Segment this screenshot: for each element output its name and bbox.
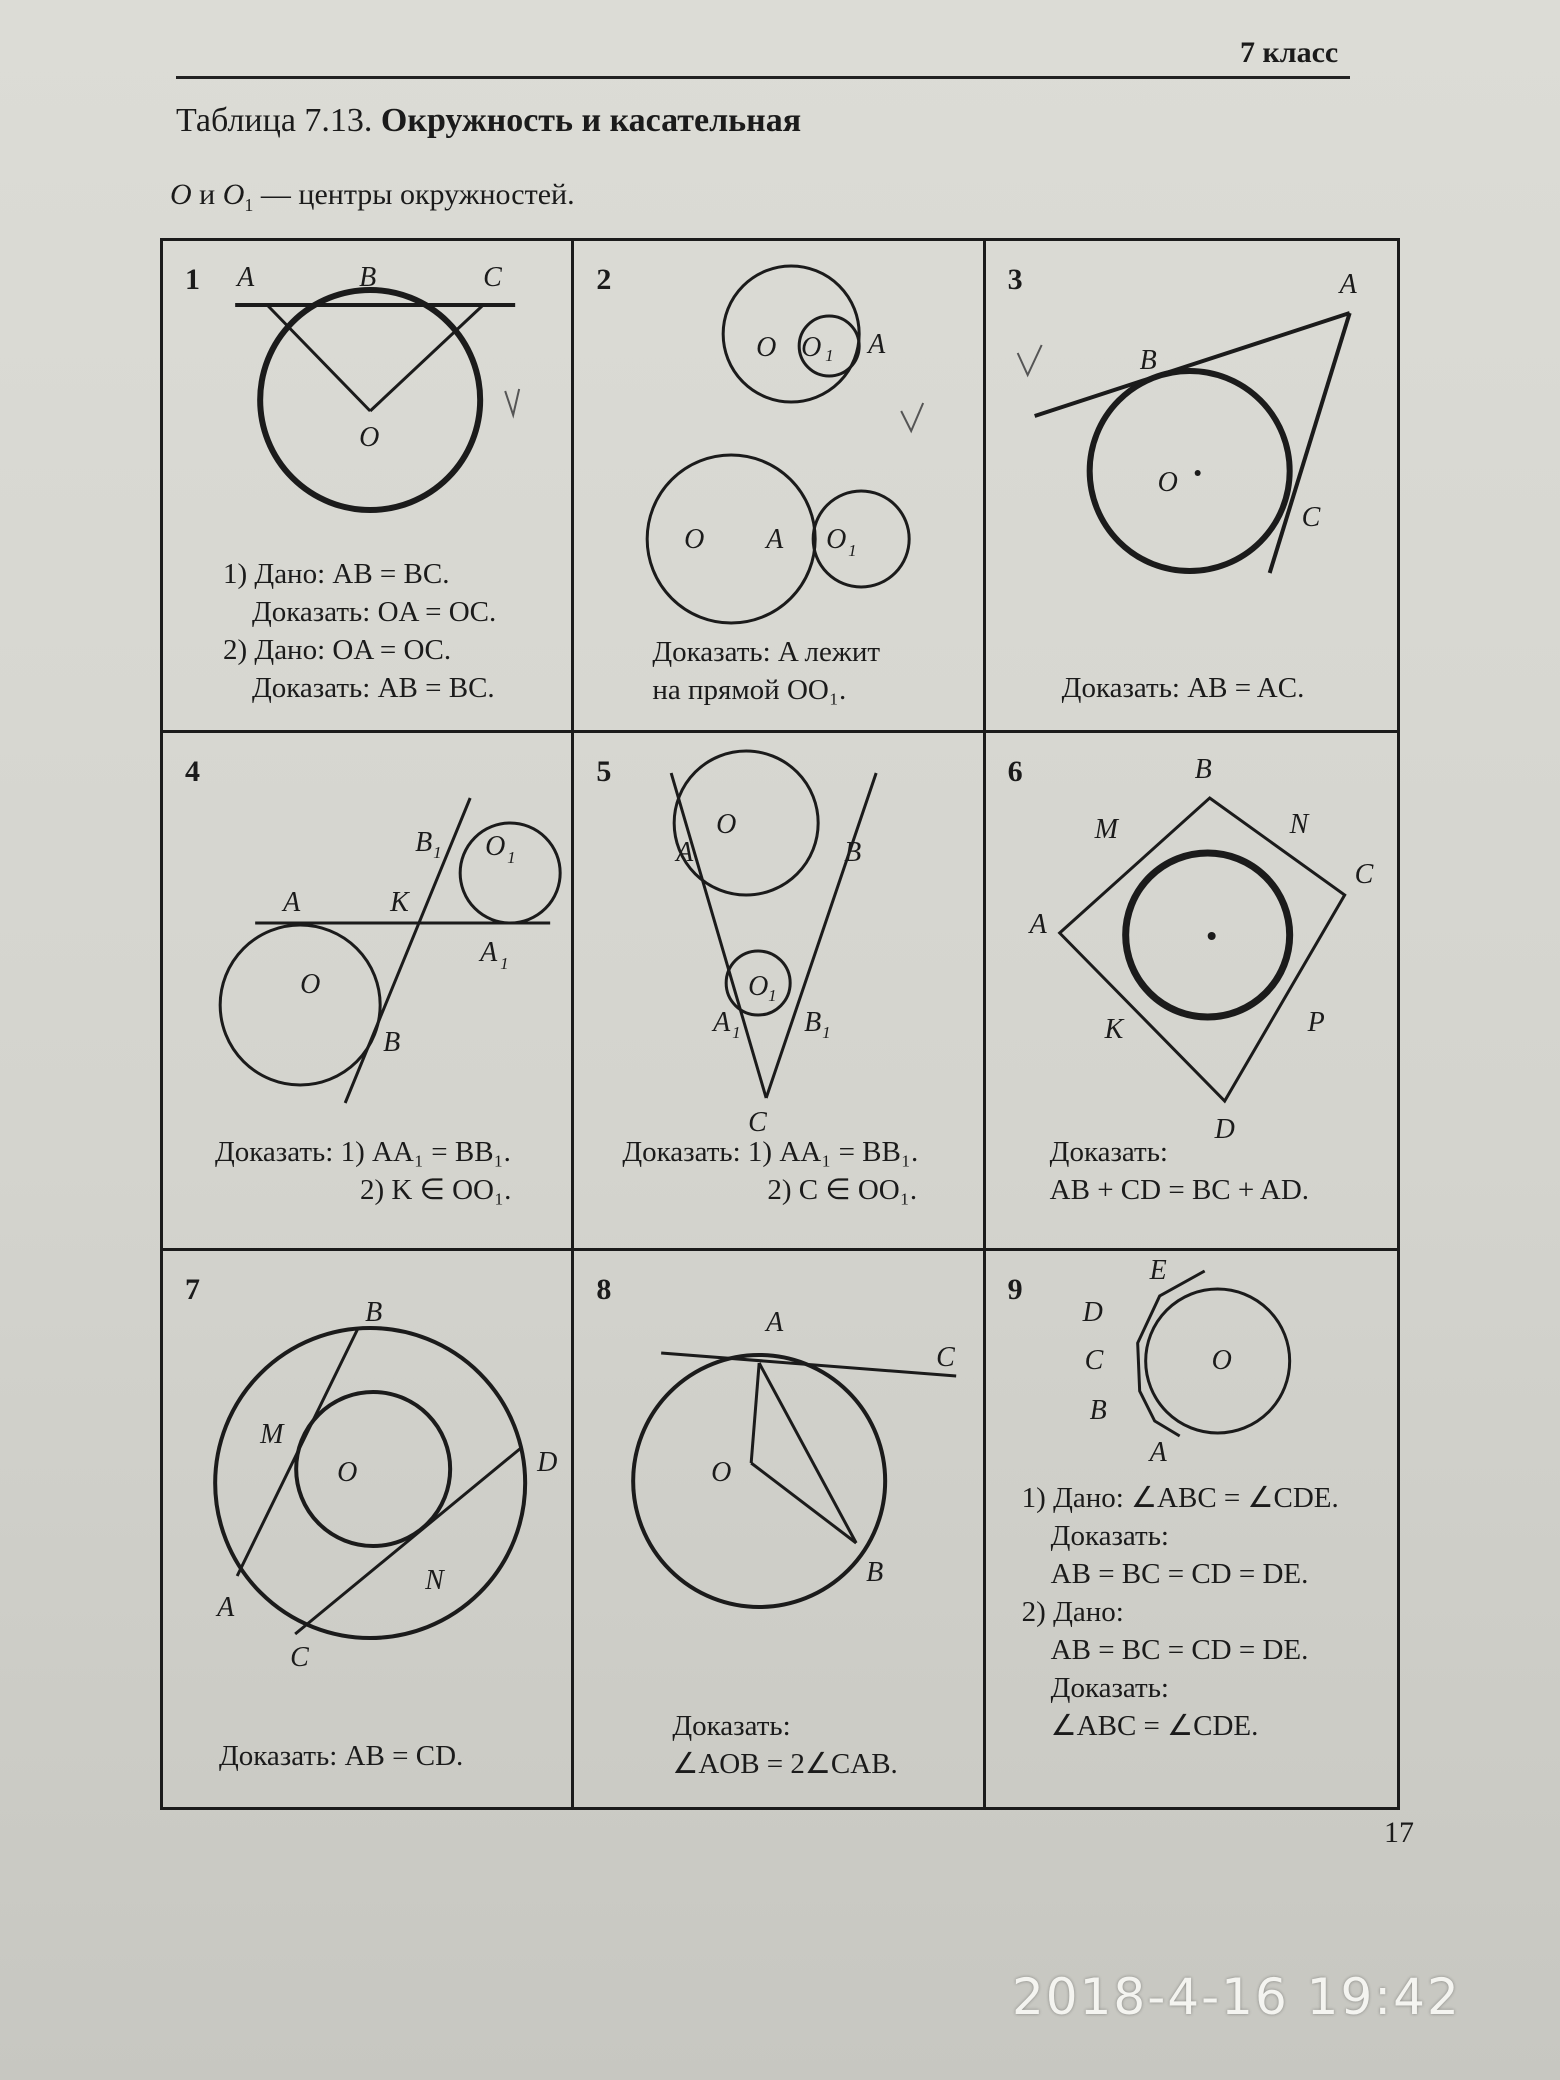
problem-number: 5: [596, 755, 612, 788]
label-a: A: [237, 262, 255, 293]
svg-text:1: 1: [507, 848, 516, 867]
label-o1-bottom: O: [826, 524, 847, 555]
label-c: C: [1354, 859, 1374, 890]
figure-7: [163, 1251, 571, 1807]
problem-number: 9: [1007, 1273, 1023, 1306]
photo-timestamp: 2018-4-16 19:42: [1012, 1968, 1461, 2026]
title-prefix: Таблица 7.13.: [176, 102, 373, 139]
svg-text:1: 1: [825, 346, 834, 365]
task-text: Доказать: A лежит на прямой OO₁.: [652, 636, 881, 706]
label-a: A: [283, 887, 301, 918]
svg-text:1: 1: [433, 843, 442, 862]
label-b1: B: [415, 827, 433, 858]
problem-number: 2: [596, 263, 612, 296]
problem-number: 4: [185, 755, 200, 788]
label-b: B: [866, 1557, 884, 1588]
label-a1: A: [480, 937, 498, 968]
label-o1: O: [748, 971, 769, 1002]
label-o: O: [300, 969, 321, 1000]
label-p: P: [1307, 1007, 1325, 1038]
label-a1: A: [713, 1007, 731, 1038]
problem-cell-6: [986, 733, 1397, 1251]
svg-text:1: 1: [822, 1023, 831, 1042]
label-c: C: [1084, 1345, 1104, 1376]
running-head: 7 класс: [1240, 36, 1339, 69]
label-o: O: [1157, 467, 1178, 498]
problem-number: 6: [1007, 755, 1023, 788]
task-text: Доказать: ∠AOB = 2∠CAB.: [672, 1710, 898, 1780]
problem-cell-3: [986, 241, 1397, 733]
svg-text:1: 1: [732, 1023, 741, 1042]
problem-cell-1: [163, 241, 574, 733]
task-text: 1) Дано: AB = BC. Доказать: OA = OC. 2) Дано: OA = OC. Доказать: AB = BC.: [223, 558, 497, 704]
label-n: N: [1289, 809, 1309, 840]
label-b: B: [844, 837, 862, 868]
label-d: D: [1082, 1297, 1103, 1328]
problem-cell-9: [986, 1251, 1397, 1807]
problem-number: 3: [1007, 263, 1023, 296]
label-o: O: [711, 1457, 732, 1488]
title-main: Окружность и касательная: [380, 102, 802, 139]
task-text: Доказать: AB = AC.: [1061, 672, 1305, 704]
problem-cell-2: [574, 241, 985, 733]
label-a: A: [217, 1592, 235, 1623]
label-b: B: [359, 262, 377, 293]
label-c: C: [936, 1342, 956, 1373]
label-d: D: [1214, 1114, 1235, 1145]
task-text: Доказать: AB = CD.: [219, 1740, 464, 1772]
label-d: D: [537, 1447, 558, 1478]
label-c: C: [290, 1642, 309, 1673]
label-b: B: [383, 1027, 401, 1058]
problem-cell-7: [163, 1251, 574, 1807]
problem-cell-4: [163, 733, 574, 1251]
label-a: A: [1339, 269, 1357, 300]
problem-cell-8: [574, 1251, 985, 1807]
label-a: A: [1149, 1437, 1167, 1468]
label-o1: O: [485, 831, 506, 862]
page-number: 17: [1384, 1816, 1414, 1849]
label-o-top: O: [756, 332, 777, 363]
label-b1: B: [804, 1007, 822, 1038]
label-m: M: [260, 1419, 284, 1450]
label-e: E: [1149, 1255, 1167, 1286]
label-a: A: [1029, 909, 1047, 940]
label-n: N: [425, 1565, 444, 1596]
label-c: C: [483, 262, 502, 293]
task-text: Доказать: 1) AA₁ = BB₁. 2) K ∈ OO₁.: [215, 1136, 512, 1206]
label-c: C: [1301, 502, 1321, 533]
problem-number: 1: [185, 263, 200, 296]
label-b: B: [1194, 754, 1212, 785]
label-b: B: [1089, 1395, 1107, 1426]
svg-text:1: 1: [768, 986, 777, 1005]
subtitle: O и $O_1$ — центры окружностей.: [170, 178, 575, 215]
label-a-bottom: A: [766, 524, 784, 555]
label-o: O: [359, 422, 380, 453]
label-b: B: [365, 1297, 383, 1328]
header-rule: [176, 76, 1350, 79]
svg-text:1: 1: [848, 541, 857, 560]
problems-table: [160, 238, 1400, 1810]
task-text: Доказать: AB + CD = BC + AD.: [1049, 1136, 1310, 1206]
svg-text:1: 1: [500, 954, 509, 973]
label-o-bottom: O: [684, 524, 705, 555]
label-a: A: [766, 1307, 784, 1338]
problem-cell-5: [574, 733, 985, 1251]
label-o: O: [716, 809, 737, 840]
figure-3: [986, 241, 1397, 730]
subtitle-text: — центры окружностей.: [260, 178, 575, 211]
label-o1-top: O: [801, 332, 822, 363]
problem-number: 8: [596, 1273, 612, 1306]
task-text: Доказать: 1) AA₁ = BB₁. 2) C ∈ OO₁.: [622, 1136, 919, 1206]
page-title: [176, 102, 801, 140]
label-m: M: [1094, 814, 1118, 845]
label-a-top: A: [868, 329, 886, 360]
label-o: O: [337, 1457, 358, 1488]
label-c: C: [748, 1107, 768, 1138]
problem-number: 7: [185, 1273, 200, 1306]
label-a: A: [676, 837, 694, 868]
label-k: K: [1104, 1014, 1124, 1045]
label-o: O: [1211, 1345, 1232, 1376]
task-text: 1) Дано: ∠ABC = ∠CDE. Доказать: AB = BC = CD = DE. 2) Дано: AB = BC = CD = DE. Доказать: ∠ABC = ∠CDE.: [1021, 1482, 1339, 1742]
label-b: B: [1139, 345, 1157, 376]
label-k: K: [390, 887, 409, 918]
